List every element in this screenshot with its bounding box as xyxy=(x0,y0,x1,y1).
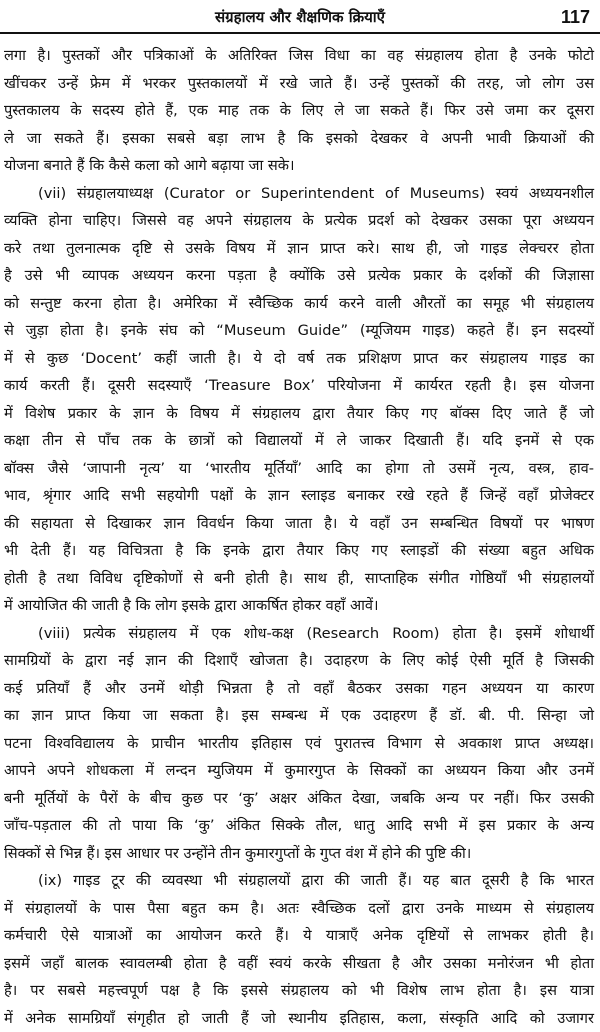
text-line: जाँच-पड़ताल की तो पाया कि ‘कु’ अंकित सिक्के तौल, धातु आदि सभी में इस प्रकार के अन्य xyxy=(4,812,594,840)
text-line: में विशेष प्रकार के ज्ञान के विषय में संग्रहालय द्वारा तैयार किए गए बॉक्स दिए जाते हैं जो xyxy=(4,400,594,428)
text-line: में से कुछ ‘Docent’ कहीं जाती है। ये दो वर्ष तक प्रशिक्षण प्राप्त कर संग्रहालय गाइड का xyxy=(4,345,594,373)
text-line: व्यक्ति होना चाहिए। जिससे वह अपने संग्रहालय के प्रत्येक प्रदर्श को देखकर उसका पूरा अध्ययन xyxy=(4,207,594,235)
text-line: आपने अपने शोधकला में लन्दन म्युजियम में कुमारगुप्त के सिक्कों का अध्ययन किया और उनमें xyxy=(4,757,594,785)
text-line: कर्मचारी ऐसे यात्राओं का आयोजन करते हैं। ये यात्राएँ अनेक दृष्टियों से लाभकर होती है। xyxy=(4,922,594,950)
text-line: कई प्रतियाँ हैं और उनमें थोड़ी भिन्नता है तो वहाँ बैठकर उसका गहन अध्ययन या कारण xyxy=(4,675,594,703)
text-line: होती है तथा विविध दृष्टिकोणों से बनी होती है। साथ ही, साप्ताहिक संगीत गोष्ठियाँ भी संग्रहालयों xyxy=(4,565,594,593)
page-header xyxy=(0,4,600,30)
text-line: है उसे भी व्यापक अध्ययन करना पड़ता है क्योंकि उसे प्रत्येक प्रकार के दर्शकों की जिज्ञासा xyxy=(4,262,594,290)
text-line: से जुड़ा होता है। इनके संघ को “Museum Guide” (म्यूजियम गाइड) कहते हैं। इन सदस्यों xyxy=(4,317,594,345)
text-line: में आयोजित की जाती है कि लोग इसके द्वारा आकर्षित होकर वहाँ आवें। xyxy=(4,592,594,620)
header-rule xyxy=(0,32,600,34)
text-line: में अनेक सामग्रियाँ संगृहीत हो जाती हैं जो स्थानीय इतिहास, कला, संस्कृति आदि को उजागर xyxy=(4,1005,594,1032)
text-line: भी देती हैं। यह विचित्रता है कि इनके द्वारा तैयार किए गए स्लाइडों की संख्या बहुत अधिक xyxy=(4,537,594,565)
text-line: को सन्तुष्ट करना होता है। अमेरिका में स्वैच्छिक कार्य करने वाली औरतों का समूह भी संग्रहालय xyxy=(4,290,594,318)
text-line: सामग्रियों के द्वारा नई ज्ञान की दिशाएँ खोजता है। उदाहरण के लिए कोई ऐसी मूर्ति है जिसकी xyxy=(4,647,594,675)
text-line: में संग्रहालयों के पास पैसा बहुत कम है। अतः स्वैच्छिक दलों द्वारा उनके माध्यम से संग्रहालय xyxy=(4,895,594,923)
text-line: कार्य करती हैं। दूसरी सदस्याएँ ‘Treasure Box’ परियोजना में कार्यरत रहती है। इस योजना xyxy=(4,372,594,400)
text-line: इसमें जहाँ बालक स्वावलम्बी होता है वहीं स्वयं करके सीखता है और उसका मनोरंजन भी होता xyxy=(4,950,594,978)
text-line: पटना विश्वविद्यालय के प्राचीन भारतीय इतिहास एवं पुरातत्त्व विभाग से अवकाश प्राप्त अध्यक्ष। xyxy=(4,730,594,758)
text-line: ले जा सकते हैं। इसका सबसे बड़ा लाभ है कि इसको देखकर वे अपनी भावी क्रियाओं की xyxy=(4,125,594,153)
text-line: का ज्ञान प्राप्त किया जा सकता है। इस सम्बन्ध में एक उदाहरण हैं डॉ. बी. पी. सिन्हा जो xyxy=(4,702,594,730)
text-line: पुस्तकालय के सदस्य होते हैं, एक माह तक के लिए ले जा सकते हैं। फिर उसे जमा कर दूसरा xyxy=(4,97,594,125)
text-line: करे तथा तुलनात्मक दृष्टि से उसके विषय में ज्ञान प्राप्त करे। साथ ही, जो गाइड लेक्चरर होता xyxy=(4,235,594,263)
text-line: बॉक्स जैसे ‘जापानी नृत्य’ या ‘भारतीय मूर्तियाँ’ आदि का होगा तो उसमें नृत्य, वस्त्र, हाव- xyxy=(4,455,594,483)
body-text xyxy=(4,42,594,1032)
text-line: खींचकर उन्हें फ्रेम में भरकर पुस्तकालयों में रखे जाते हैं। उन्हें पुस्तकों की तरह, जो लोग उस xyxy=(4,70,594,98)
text-line: भाव, श्रृंगार आदि सभी सहयोगी पक्षों के ज्ञान स्लाइड बनाकर रखे रहते हैं जिन्हें वहाँ प्रोजेक्टर xyxy=(4,482,594,510)
paragraph-first-line: (ix) गाइड टूर की व्यवस्था भी संग्रहालयों द्वारा की जाती हैं। यह बात दूसरी है कि भारत xyxy=(4,867,594,895)
text-line: की सहायता से दिखाकर ज्ञान विवर्धन किया जाता है। ये वहाँ उन सम्बन्धित विषयों पर भाषण xyxy=(4,510,594,538)
text-line: सिक्कों से भिन्न हैं। इस आधार पर उन्होंने तीन कुमारगुप्तों के गुप्त वंश में होने की पुष्टि की। xyxy=(4,840,594,868)
text-line: है। पर सबसे महत्त्वपूर्ण पक्ष है कि इससे संग्रहालय को भी विशेष लाभ होता है। इस यात्रा xyxy=(4,977,594,1005)
text-line: योजना बनाते हैं कि कैसे कला को आगे बढ़ाया जा सके। xyxy=(4,152,594,180)
page-number: 117 xyxy=(561,4,590,30)
paragraph-first-line: (vii) संग्रहालयाध्यक्ष (Curator or Superintendent of Museums) स्वयं अध्ययनशील xyxy=(4,180,594,208)
running-head: संग्रहालय और शैक्षणिक क्रियाएँ xyxy=(0,4,600,30)
text-line: कक्षा तीन से पाँच तक के छात्रों को विद्यालयों में ले जाकर दिखाती हैं। यदि इनमें से एक xyxy=(4,427,594,455)
text-line: लगा है। पुस्तकों और पत्रिकाओं के अतिरिक्त जिस विधा का वह संग्रहालय होता है उनके फोटो xyxy=(4,42,594,70)
text-line: बनी मूर्तियों के पैरों के बीच कुछ पर ‘कु’ अक्षर अंकित देखा, जबकि अन्य पर नहीं। फिर उसकी xyxy=(4,785,594,813)
paragraph-first-line: (viii) प्रत्येक संग्रहालय में एक शोध-कक्ष (Research Room) होता है। इसमें शोधार्थी xyxy=(4,620,594,648)
